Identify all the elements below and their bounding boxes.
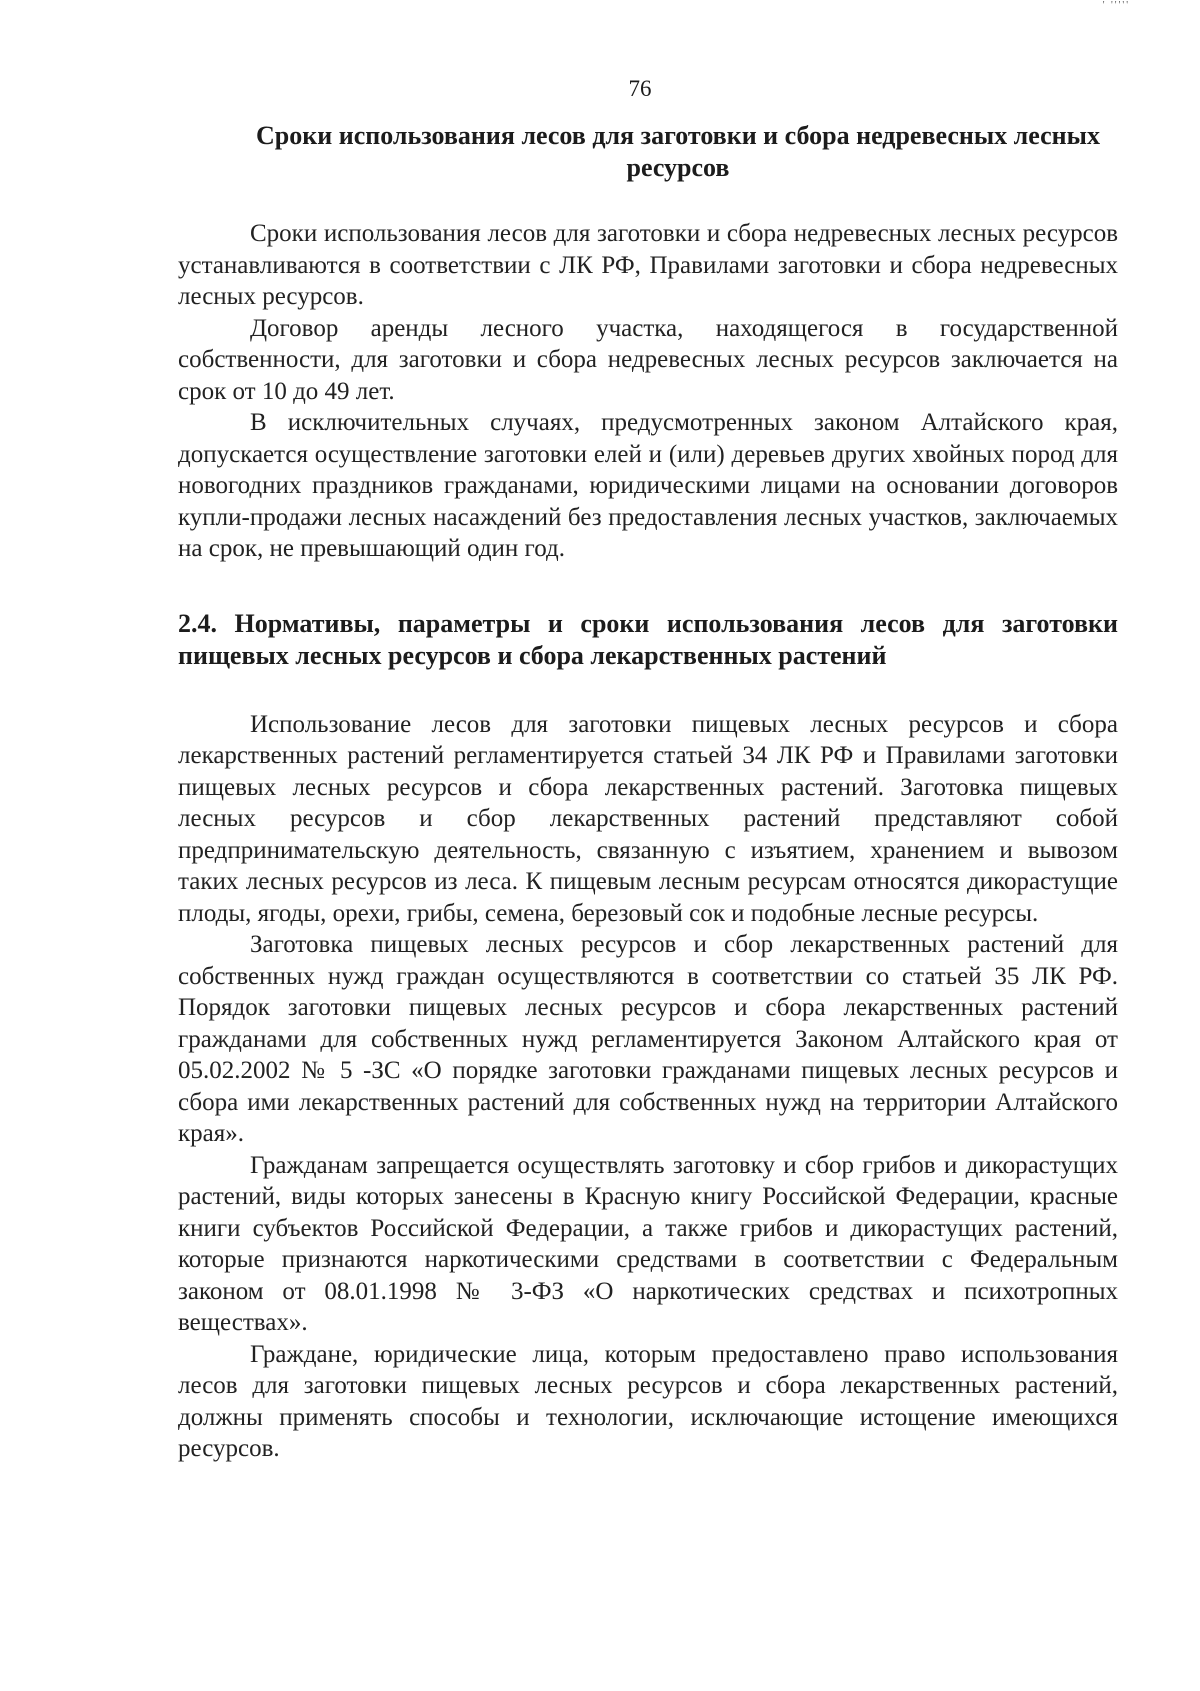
subsection-title: 2.4. Нормативы, параметры и сроки использования лесов для заготовки пищевых лесных ресурсов и сбора лекарственных растений <box>178 608 1118 670</box>
section-paragraph: В исключительных случаях, предусмотренных законом Алтайского края, допускается осуществление заготовки елей и (или) деревьев других хвойных пород для новогодних праздников гражданами, юридическими лицами на основании договоров купли-продажи лесных насаждений без предоставления лесных участков, заключаемых на срок, не превышающий один год. <box>178 409 1118 562</box>
page-number: 76 <box>628 76 652 101</box>
section-paragraph: Договор аренды лесного участка, находящегося в государственной собственности, для заготовки и сбора недревесных лесных ресурсов заключается на срок от 10 до 49 лет. <box>178 314 1118 405</box>
section-title: Сроки использования лесов для заготовки и сбора недревесных лесных ресурсов <box>256 121 1100 182</box>
section-paragraph: Сроки использования лесов для заготовки и сбора недревесных лесных ресурсов устанавливаются в соответствии с ЛК РФ, Правилами заготовки и сбора недревесных лесных ресурсов. <box>178 220 1118 310</box>
subsection-paragraph: Заготовка пищевых лесных ресурсов и сбор лекарственных растений для собственных нужд граждан осуществляются в соответствии со статьей 35 ЛК РФ. Порядок заготовки пищевых лесных ресурсов и сбора лекарственных растений гражданами для собственных нужд регламентируется Законом Алтайского края от 05.02.2002 № 5 -ЗС «О порядке заготовки гражданами пищевых лесных ресурсов и сбора ими лекарственных растений для собственных нужд на территории Алтайского края». <box>178 931 1118 1147</box>
scan-corner-mark: ' ''''' <box>1102 0 1130 11</box>
page-content <box>178 120 1118 1465</box>
subsection-paragraph: Граждане, юридические лица, которым предоставлено право использования лесов для заготовки пищевых лесных ресурсов и сбора лекарственных растений, должны применять способы и технологии, исключающие истощение имеющихся ресурсов. <box>178 1340 1118 1462</box>
subsection-paragraph: Использование лесов для заготовки пищевых лесных ресурсов и сбора лекарственных растений регламентируется статьей 34 ЛК РФ и Правилами заготовки пищевых лесных ресурсов и сбора лекарственных растений. Заготовка пищевых лесных ресурсов и сбор лекарственных растений представляют собой предпринимательскую деятельность, связанную с изъятием, хранением и вывозом таких лесных ресурсов из леса. К пищевым лесным ресурсам относятся дикорастущие плоды, ягоды, орехи, грибы, семена, березовый сок и подобные лесные ресурсы. <box>178 710 1118 927</box>
subsection-paragraph: Гражданам запрещается осуществлять заготовку и сбор грибов и дикорастущих растений, виды которых занесены в Красную книгу Российской Федерации, красные книги субъектов Российской Федерации, а также грибов и дикорастущих растений, которые признаются наркотическими средствами в соответствии с Федеральным законом от 08.01.1998 № 3-ФЗ «О наркотических средствах и психотропных веществах». <box>178 1151 1118 1336</box>
